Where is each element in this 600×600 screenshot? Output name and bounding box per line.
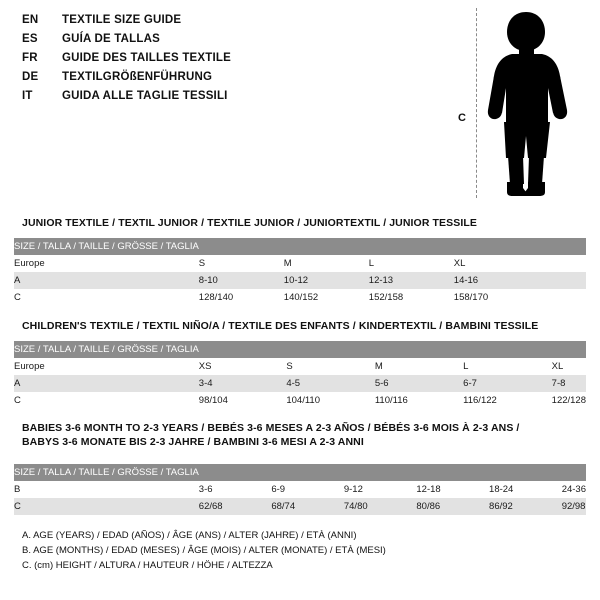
language-code-fr: FR — [22, 52, 38, 64]
table-header-label: SIZE / TALLA / TAILLE / GRÖSSE / TAGLIA — [14, 464, 199, 481]
section-title-babies-line1: BABIES 3-6 MONTH TO 2-3 YEARS / BEBÉS 3-6 MESES A 2-3 AÑOS / BÉBÉS 3-6 MOIS À 2-3 ANS / — [22, 422, 520, 434]
row-value: S — [286, 358, 374, 375]
legend-block — [22, 528, 386, 573]
legend-line-c: C. (cm) HEIGHT / ALTURA / HAUTEUR / HÖHE / ALTEZZA — [22, 560, 273, 571]
row-value: 5-6 — [375, 375, 463, 392]
table-row — [14, 498, 586, 515]
row-value: XL — [454, 255, 586, 272]
language-row-es — [22, 33, 442, 52]
row-value: 122/128 — [552, 392, 586, 409]
measurement-figure — [440, 6, 590, 201]
section-title-children: CHILDREN'S TEXTILE / TEXTIL NIÑO/A / TEXTILE DES ENFANTS / KINDERTEXTIL / BAMBINI TESSILE — [22, 320, 539, 332]
child-silhouette-icon — [482, 6, 590, 198]
table-row — [14, 272, 586, 289]
row-value: 12-13 — [369, 272, 454, 289]
language-code-de: DE — [22, 71, 39, 83]
row-value: L — [463, 358, 552, 375]
row-value: 104/110 — [286, 392, 374, 409]
row-value: 9-12 — [344, 481, 417, 498]
row-label: C — [14, 289, 199, 306]
language-code-it: IT — [22, 90, 33, 102]
row-value: 116/122 — [463, 392, 552, 409]
row-value: XL — [552, 358, 586, 375]
section-title-junior: JUNIOR TEXTILE / TEXTIL JUNIOR / TEXTILE JUNIOR / JUNIORTEXTIL / JUNIOR TESSILE — [22, 217, 477, 229]
table-row — [14, 481, 586, 498]
table-row — [14, 358, 586, 375]
measure-label-c: C — [458, 112, 466, 124]
table-row — [14, 289, 586, 306]
section-title-babies — [22, 422, 519, 449]
row-value: 86/92 — [489, 498, 562, 515]
row-value: 68/74 — [271, 498, 344, 515]
row-value: 92/98 — [562, 498, 586, 515]
table-header-row — [14, 464, 586, 481]
language-row-en — [22, 14, 442, 33]
row-value: 158/170 — [454, 289, 586, 306]
junior-size-table — [14, 238, 586, 306]
row-value: 8-10 — [199, 272, 284, 289]
row-label: B — [14, 481, 199, 498]
table-row — [14, 375, 586, 392]
row-value: 74/80 — [344, 498, 417, 515]
row-label: Europe — [14, 255, 199, 272]
row-value: XS — [199, 358, 287, 375]
legend-line-b: B. AGE (MONTHS) / EDAD (MESES) / ÂGE (MOIS) / ALTER (MONATE) / ETÀ (MESI) — [22, 545, 386, 556]
row-value: 3-6 — [199, 481, 272, 498]
language-code-es: ES — [22, 33, 38, 45]
table-row — [14, 255, 586, 272]
row-label: A — [14, 272, 199, 289]
language-title-block — [22, 14, 442, 109]
language-title-fr: GUIDE DES TAILLES TEXTILE — [62, 52, 231, 64]
language-title-it: GUIDA ALLE TAGLIE TESSILI — [62, 90, 228, 102]
row-value: 6-7 — [463, 375, 552, 392]
row-value: 110/116 — [375, 392, 463, 409]
row-label: C — [14, 498, 199, 515]
row-value: 152/158 — [369, 289, 454, 306]
row-value: 10-12 — [284, 272, 369, 289]
row-value: 3-4 — [199, 375, 287, 392]
table-row — [14, 392, 586, 409]
row-value: 12-18 — [416, 481, 489, 498]
row-value: 24-36 — [562, 481, 586, 498]
row-value: 128/140 — [199, 289, 284, 306]
table-header-row — [14, 238, 586, 255]
row-value: 80/86 — [416, 498, 489, 515]
row-value: 98/104 — [199, 392, 287, 409]
language-row-fr — [22, 52, 442, 71]
table-header-label: SIZE / TALLA / TAILLE / GRÖSSE / TAGLIA — [14, 238, 199, 255]
row-value: 7-8 — [552, 375, 586, 392]
section-title-babies-line2: BABYS 3-6 MONATE BIS 2-3 JAHRE / BAMBINI 3-6 MESI A 2-3 ANNI — [22, 435, 364, 448]
row-value: 18-24 — [489, 481, 562, 498]
table-header-row — [14, 341, 586, 358]
row-value: 6-9 — [271, 481, 344, 498]
children-size-table — [14, 341, 586, 409]
row-value: M — [375, 358, 463, 375]
language-row-de — [22, 71, 442, 90]
babies-size-table — [14, 464, 586, 515]
row-value: M — [284, 255, 369, 272]
row-value: 140/152 — [284, 289, 369, 306]
row-value: L — [369, 255, 454, 272]
language-row-it — [22, 90, 442, 109]
language-title-en: TEXTILE SIZE GUIDE — [62, 14, 182, 26]
height-measure-line — [476, 8, 477, 198]
table-header-label: SIZE / TALLA / TAILLE / GRÖSSE / TAGLIA — [14, 341, 199, 358]
row-label: Europe — [14, 358, 199, 375]
language-title-es: GUÍA DE TALLAS — [62, 33, 160, 45]
language-title-de: TEXTILGRÖßENFÜHRUNG — [62, 71, 213, 83]
row-value: S — [199, 255, 284, 272]
language-code-en: EN — [22, 14, 39, 26]
row-value: 14-16 — [454, 272, 586, 289]
row-label: C — [14, 392, 199, 409]
row-value: 4-5 — [286, 375, 374, 392]
row-label: A — [14, 375, 199, 392]
legend-line-a: A. AGE (YEARS) / EDAD (AÑOS) / ÂGE (ANS) / ALTER (JAHRE) / ETÀ (ANNI) — [22, 530, 357, 541]
row-value: 62/68 — [199, 498, 272, 515]
